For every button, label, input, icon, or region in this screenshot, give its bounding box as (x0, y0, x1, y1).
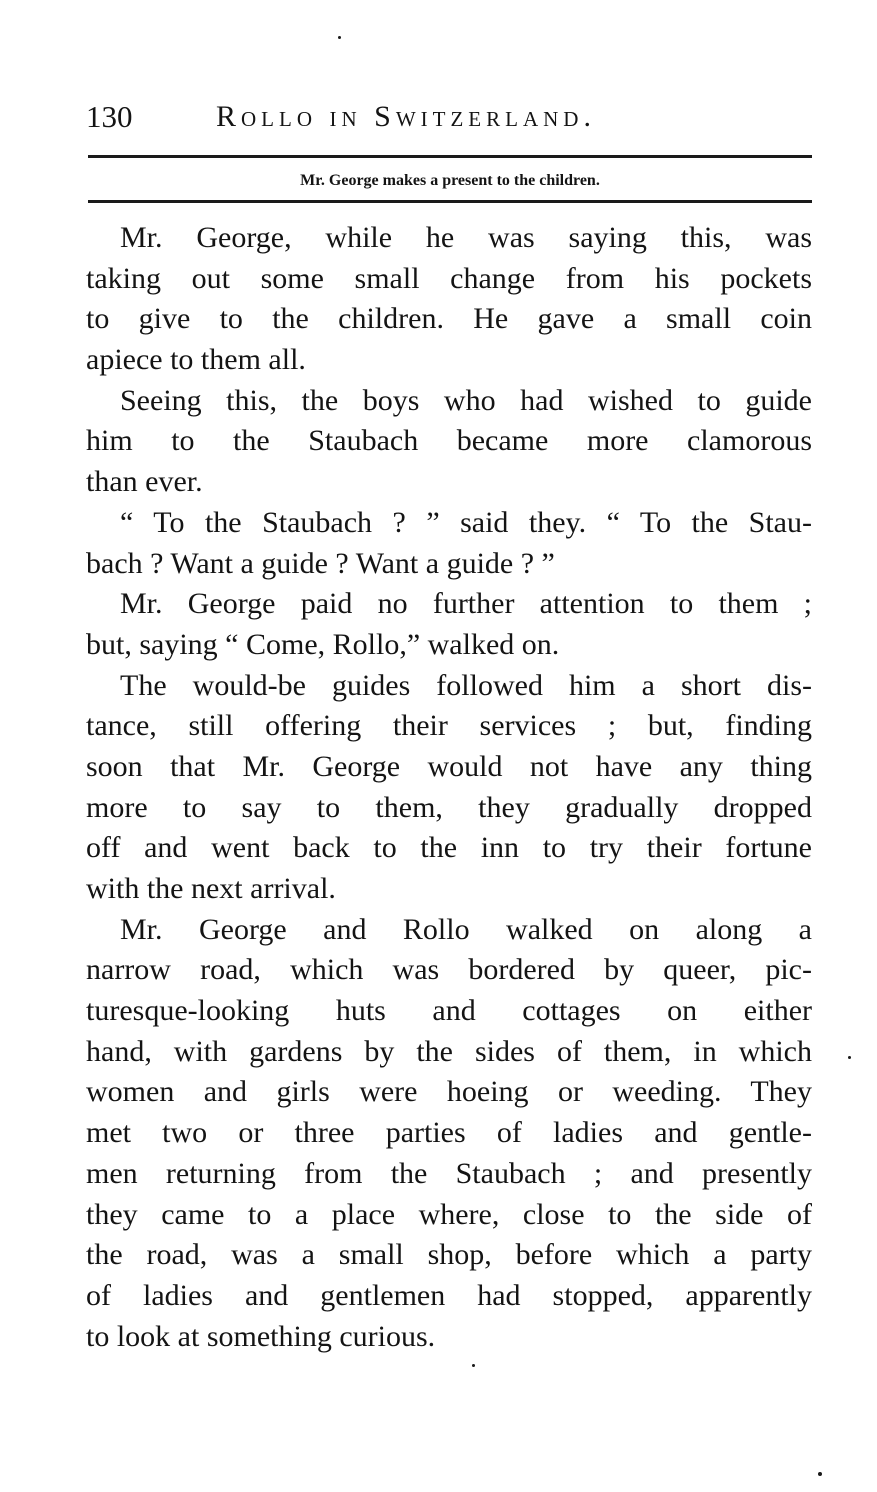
text-line: met two or three parties of ladies and gentle- (86, 1116, 812, 1150)
paragraph-2 (86, 381, 812, 503)
scan-speck (848, 1056, 851, 1059)
paragraph-5 (86, 666, 812, 910)
header-rule-top (88, 155, 812, 158)
header-rule-bottom (88, 200, 812, 203)
text-line: Mr. George, while he was saying this, was (120, 221, 812, 254)
paragraph-6 (86, 910, 812, 1358)
paragraph-1 (86, 218, 812, 381)
text-line: soon that Mr. George would not have any thing (86, 749, 812, 783)
text-line: but, saying “ Come, Rollo,” walked on. (86, 627, 560, 661)
text-line: than ever. (86, 465, 203, 499)
text-line: The would-be guides followed him a short dis- (120, 668, 812, 702)
running-title: Rollo in Switzerland. (216, 100, 596, 133)
text-line: turesque-looking huts and cottages on either (86, 994, 812, 1028)
scan-speck (472, 1364, 475, 1367)
text-line: women and girls were hoeing or weeding. They (86, 1075, 812, 1109)
scan-speck (818, 1472, 822, 1476)
page-number: 130 (86, 99, 133, 134)
text-line: him to the Staubach became more clamorous (86, 424, 812, 458)
text-line: of ladies and gentlemen had stopped, apparently (86, 1278, 812, 1312)
chapter-subheading: Mr. George makes a present to the children. (300, 172, 600, 189)
scan-speck (338, 36, 341, 39)
text-line: Seeing this, the boys who had wished to guide (120, 383, 812, 417)
text-line: to look at something curious. (86, 1319, 436, 1353)
text-line: off and went back to the inn to try their fortune (86, 831, 812, 865)
text-line: “ To the Staubach ? ” said they. “ To the Stau- (120, 505, 812, 539)
text-line: taking out some small change from his pockets (86, 261, 812, 295)
paragraph-4 (86, 584, 812, 665)
text-line: apiece to them all. (86, 343, 306, 377)
text-line: Mr. George paid no further attention to them ; (120, 587, 812, 621)
text-line: they came to a place where, close to the side of (86, 1197, 812, 1231)
text-line: Mr. George and Rollo walked on along a (120, 912, 812, 946)
text-line: bach ? Want a guide ? Want a guide ? ” (86, 546, 555, 580)
text-line: narrow road, which was bordered by queer, pic- (86, 953, 812, 987)
body-text (86, 218, 812, 1357)
text-line: to give to the children. He gave a small coin (86, 302, 812, 336)
text-line: tance, still offering their services ; but, finding (86, 709, 812, 743)
text-line: with the next arrival. (86, 872, 336, 905)
text-line: hand, with gardens by the sides of them, in which (86, 1034, 812, 1068)
paragraph-3 (86, 503, 812, 584)
text-line: the road, was a small shop, before which a party (86, 1238, 812, 1272)
text-line: men returning from the Staubach ; and presently (86, 1156, 812, 1190)
text-line: more to say to them, they gradually dropped (86, 790, 812, 824)
page-header (86, 97, 814, 147)
